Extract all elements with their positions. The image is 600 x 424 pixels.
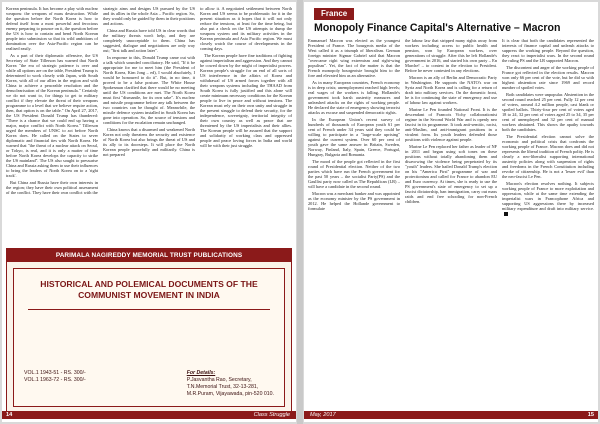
- paragraph: Marine Le Pen founded National Front. It is the descendant of Francois Vichy collaborationist regime in the Second World War and is openly neo fascist in its programme. It took anti-semitic, racist, anti-Muslim, and anti-immigrant positions in a virulent form. Its youth leaders defended those positions with violence against people.: [405, 107, 497, 142]
- left-page-number: 14: [6, 412, 13, 418]
- paragraph: Macron was a merchant banker and was appointed as the economy minister by the PS government in 2012. He helped the Hollande government to formulate: [308, 191, 400, 211]
- ad-contact-line: M.R.Puram, Vijayawada, pin-520 010.: [186, 391, 274, 397]
- left-footer-bar: [2, 411, 296, 419]
- paragraph: [502, 181, 594, 216]
- ad-banner: PARIMALA NAGIREDDY MEMORIAL TRUST PUBLICATIONS: [7, 249, 291, 262]
- paragraph: As a part of their diplomatic offensive, the US Secretary of State Tillerson has warned that North Korea "the era of strategic patience is over and while all options are on the table, President Trump is determined to work closely with Japan, with South Korea, with all of our allies in the region and with China to achieve a peaceable resolution and the denuclearisation of the Korean peninsula." Certainly we do not want to, for things to get to military conflict if they elevate the threat of their weapons programme to a level that we believe require action, then, that option is on the table." On April 27, 2017, the US President Donald Trump has thundered: "There is a chance that we could end up having a major, major conflict with North Korea." Tillerson urged the members of UNSC to act before North Korea does. He called on the States to sever diplomatic and financial ties with North Korea. He warned that "the threat of a nuclear attack on Seoul, or Tokyo, is real, and it is only a matter of time before North Korea develops the capacity to strike the US mainland". The US also sought to pressurise China and Russia asking them to use their influences to bring the leaders of North Korea on to a 'right track'.: [6, 53, 98, 178]
- right-column-3: [502, 38, 594, 410]
- article-headline: Monopoly Finance Capital's Alternative – Macron: [314, 22, 561, 34]
- paragraph: Korean peninsula. It has become a play with nuclear weapons: the weapons of mass destruction. While the question before the North Korea is how to defend itself from a most powerful and ferocious enemy preparing to pounce on it, the question before the US is how to contain and bend North Korean people into submission so that its wild ambitions of domination over the Asia-Pacific region can be realised easily.: [6, 6, 98, 51]
- ad-footer: [24, 370, 274, 398]
- left-column-1: [6, 6, 98, 244]
- ad-inner-box: [13, 268, 285, 407]
- paragraph: The Presidential election cannot solve the economic and political crisis that confronts the working people of France. Macron does and did not represents the liberal tradition of French polity. He is clearly a neo-liberalist supporting international austerity policies along with suspension of rights and freedoms in the French Constitution including revoke of citizenship. He is not a 'lesser evil' than the neo-fascist Le Pen.: [502, 134, 594, 179]
- publication-advertisement: [6, 248, 292, 414]
- paragraph: the labour law that stripped many rights away from workers including access to public health and pension, won by European workers, over generations of struggle. After this he left Hollande's government in 2016, and started his own party – En Marche! – to contest in the election to President. Before he never contested in any elections.: [405, 38, 497, 73]
- ad-volumes: [24, 370, 86, 398]
- end-of-article-icon: [504, 212, 508, 216]
- ad-title: HISTORICAL AND POLEMICAL DOCUMENTS OF THE COMMUNIST MOVEMENT IN INDIA: [40, 279, 258, 300]
- paragraph: strategic aims and designs US pursued by the US and its allies in the whole Asia – Pacific region. So, they would only be guided by them in their positions and actions.: [103, 6, 195, 26]
- paragraph: The Korean people have fine traditions of fighting against imperialism and aggression. And they cannot be cowed down by the might of imperialist powers. Korean people's struggle for an end of all sorts of US interference in the affairs of Korea and withdrawal of US armed forces together with all their weapons systems including the THAAD from South Korea is fully justified and this alone will create minimum necessary conditions for the Korean people to live in peace and without tensions. The Korean must rely on their own unity and struggle in the present struggle to defend their security, for the independence, sovereignty, territorial integrity of their own country as well as peace that are threatened by the US imperialists and their allies. The Korean people will be assured that the support and solidarity of working class and oppressed people and peace loving forces in India and world will be with their just struggle.: [200, 53, 292, 148]
- left-footer-publication: Class Struggle: [253, 412, 290, 418]
- page-gutter: [297, 0, 303, 424]
- paragraph: As in many European countries, French economy is in deep crisis; unemployment reached high levels; real wages of the workers is falling. Hollande's government took harsh austerity measures and unleashed attacks on the rights of working people. He declared the state of emergency showing terrorist attacks as excuse and suspended democratic rights.: [308, 80, 400, 115]
- paragraph: In response to this, Donald Trump came out with a talk which sounded conciliatory. He said, "If it be appropriate for me to meet him (the President of North Korea, Kim Jong – ed), I would absolutely, I would be honoured to do it". But, in no time, it proved to be a false posture. The White House Spokesman clarified that there would be no meeting until the US conditions are met. The North Korea must first "dismantle, for its own sake". It's nuclear and missile programme before any talk between the two countries can be thought of. Meanwhile, the missile defence system installed in South Korea has gone into operation. So, the source of tensions and conditions for the escalation remain unchanged.: [103, 55, 195, 125]
- paragraph-text: Macron's election resolves nothing. It subjects working people of France to more exploitation and oppression, while at the same time extending the imperialist wars in Francophone Africa and supporting US aggressions there by increased military expenditure and draft into military service.: [502, 181, 594, 211]
- right-column-1: [308, 38, 400, 410]
- section-tag: France: [314, 8, 354, 20]
- right-footer-bar: [304, 411, 598, 419]
- left-article-columns: [6, 6, 292, 244]
- left-page: [2, 2, 296, 422]
- right-column-2: [405, 38, 497, 410]
- ad-contact-heading: For Details:: [186, 370, 216, 376]
- paragraph: to allow it. A negotiated settlement between North Korea and US seems to be problematic for it in the present situation as it hopes that it will not only reduce the tensions, at least for the time being, but also put a check on the US attempts to dump the weapons system and its military activities in the Korean peninsula and Asia Pacific region. We must closely watch the course of developments in the coming days.: [200, 6, 292, 51]
- ad-contact-line: P.Jasvantha Rao, Secretary,: [186, 377, 252, 383]
- paragraph: Macron is an ally of Berlin and Democratic Party in Washington. He supports the NATO's war on Syria and North Korea and is calling for a return of draft into military services. On the domestic front, he is for continuing the state of emergency and use of labour law against workers.: [405, 75, 497, 105]
- ad-contact-line: T.N.Memorial Trust, 32-13-281,: [186, 384, 259, 390]
- ad-volume-2: VOL.1 1963-72 - RS. 300/-: [24, 377, 86, 383]
- paragraph: Emmanuel Macron was elected as the youngest President of France. The bourgeois media of the West called it as a triumph of liberalism. German foreign minister Sigmar Gabriel said that Macron "overcame right wing extremism and right-wing populism". Yet, the fact of the matter is that the French monopoly bourgeoisie brought him to the fore and elevated him as an alternative.: [308, 38, 400, 78]
- right-article-columns: [308, 38, 594, 410]
- right-page-number: 15: [587, 412, 594, 418]
- paragraph: The discontent and anger of the working people of France got reflected in the election results. Macron won only 66 per cent of the vote, but he did so with highest abstention rate since 1969 and record number of spoiled votes.: [502, 65, 594, 90]
- paragraph: Marine Le Pen replaced her father as leader of NF in 2011 and began using soft tones on these positions without totally abandoning them and disavowing the violence being perpetrated by its "youth" leaders. She hailed Donald Trump's election on his "America First" programme of war and protectionism and called for France to abandon EU and Euro currency. At times, she is ready to use the PS government's state of emergency to set up a fascist dictatorship, ban immigration, carry out mass raids and end free schooling for non-French children.: [405, 144, 497, 204]
- left-column-2: [103, 6, 195, 244]
- paragraph: The mood of the people got reflected in the first round of Presidential election. Neither of the two parties which have run the French government for the past 50 years – the socialist Party(PS) and the Gaullist party now called as The Republican (LR) – will have a candidate in the second round.: [308, 159, 400, 189]
- right-footer-date: May, 2017: [310, 412, 336, 418]
- paragraph: China and Russia have told US in clear words that the military threats won't help, and they are completely unacceptable to them. China has suggested, dialogue and negotiations are only way out; "first talk and action later".: [103, 28, 195, 53]
- ad-volume-1: VOL.1 1943-51 - RS. 300/-: [24, 370, 86, 376]
- right-page: [304, 2, 598, 422]
- left-column-3: [200, 6, 292, 244]
- paragraph: China knows that a disarmed and weakened North Korea not only threatens the security and existence of North Korea but also brings the threat of US and its ally to its doorsteps. It will place the North Korean people peacefully and militarily. China is not prepared: [103, 127, 195, 157]
- paragraph: Both candidates were unpopular. Abstention in the second round reached 25 per cent. Fully 12 per cent of voters, around 4.2 million people, cast blank or spoiled ballots. Thirty-four per cent of voters aged 18 to 24, 32 per cent of voters aged 25 to 34, 35 per cent of unemployed and 32 per cent of manual workers abstained. This shows the apathy towards both the candidates.: [502, 92, 594, 132]
- paragraph: But China and Russia have their own interests in the region; they have their own political assessment of the conflict. They have their own conflict with the: [6, 180, 98, 195]
- ad-divider: [28, 309, 270, 310]
- paragraph: It is clear that both the candidates represented the interests of finance capital and unleash attacks to suppress the working people. Beyond the question, they react to imperialist wars. In the second round the ruling PS and the LR supported Macron.: [502, 38, 594, 63]
- ad-contact: [187, 370, 274, 398]
- paragraph: In the European Union's recent survey of hundreds of thousands of European youth 61 per cent of French under 34 years said they could be willing to participate in a "large-scale uprising" against the current system. Over 60 per cent of youth gave the same answer in Britain, Sweden, Norway, Finland, Italy, Spain, Greece, Portugal, Hungary, Bulgaria and Romania.: [308, 117, 400, 157]
